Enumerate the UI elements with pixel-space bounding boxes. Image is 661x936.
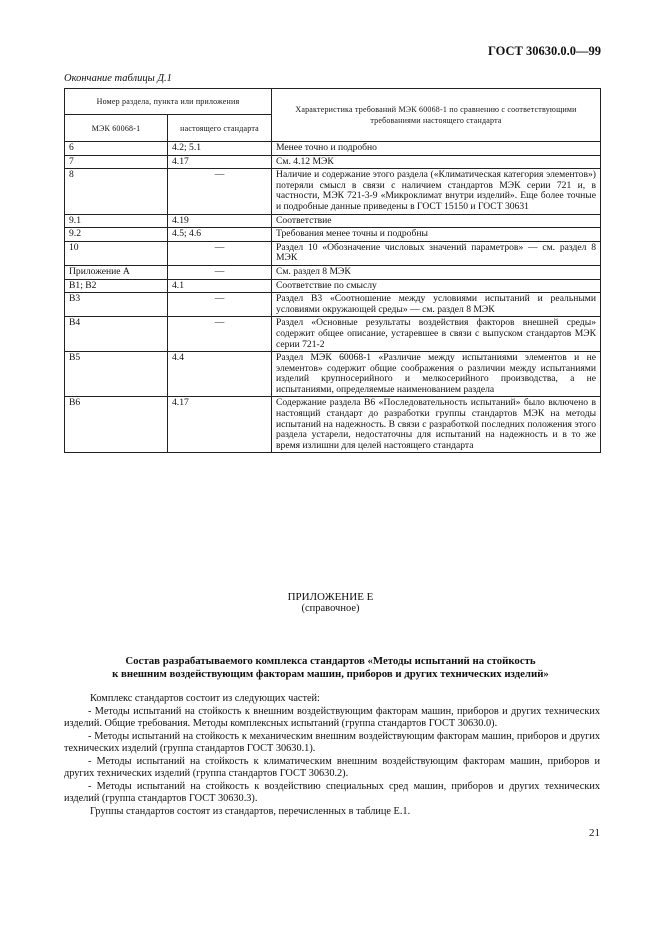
row-iec-section: Приложение А — [65, 265, 168, 279]
row-standard-section: 4.1 — [168, 279, 272, 293]
row-characteristic: Содержание раздела В6 «Последовательность испытаний» было включено в настоящий стандарт до разработки группы стандартов МЭК на методы испытаний на надежность. В связи с разработкой последних положения этого раздела устарели, недостаточны для испытаний на надежность и в то же время излишни для целей настоящего стандарта — [272, 397, 601, 453]
row-standard-section: — — [168, 241, 272, 265]
row-characteristic: Раздел В3 «Соотношение между условиями испытаний и реальными условиями окружающей среды» — см. раздел 8 МЭК — [272, 293, 601, 317]
table-row — [65, 265, 601, 279]
row-iec-section: 10 — [65, 241, 168, 265]
row-iec-section: В5 — [65, 352, 168, 397]
page-number: 21 — [589, 827, 600, 839]
row-standard-section: 4.17 — [168, 397, 272, 453]
row-iec-section: В4 — [65, 317, 168, 352]
appendix-title-line2: к внешним воздействующим факторам машин, приборов и других технических изделий» — [112, 668, 549, 680]
appendix-body — [64, 693, 600, 818]
row-characteristic: Соответствие по смыслу — [272, 279, 601, 293]
paragraph-item: - Методы испытаний на стойкость к воздействию специальных сред машин, приборов и других технических изделий (группа стандартов ГОСТ 30630.3). — [64, 780, 600, 804]
row-standard-section: — — [168, 317, 272, 352]
comparison-table — [64, 88, 601, 453]
row-standard-section: 4.17 — [168, 155, 272, 169]
row-characteristic: Наличие и содержание этого раздела («Климатическая категория элементов») потеряли смысл в связи с наличием стандартов МЭК серии 721 и, в частности, МЭК 721-3-9 «Микроклимат внутри изделий». Еще более точные и подробные данные приведены в ГОСТ 15150 и ГОСТ 30631 — [272, 169, 601, 214]
row-iec-section: 8 — [65, 169, 168, 214]
row-standard-section: 4.4 — [168, 352, 272, 397]
row-characteristic: Раздел 10 «Обозначение числовых значений параметров» — см. раздел 8 МЭК — [272, 241, 601, 265]
appendix-title-line1: Состав разрабатываемого комплекса стандартов «Методы испытаний на стойкость — [125, 655, 536, 667]
table-row — [65, 317, 601, 352]
table-row — [65, 352, 601, 397]
row-characteristic: См. раздел 8 МЭК — [272, 265, 601, 279]
row-standard-section: 4.5; 4.6 — [168, 228, 272, 242]
table-head-group: Номер раздела, пункта или приложения — [65, 89, 272, 115]
row-characteristic: Требования менее точны и подробны — [272, 228, 601, 242]
row-standard-section: 4.2; 5.1 — [168, 142, 272, 156]
row-iec-section: В1; В2 — [65, 279, 168, 293]
row-characteristic: Менее точно и подробно — [272, 142, 601, 156]
row-iec-section: 7 — [65, 155, 168, 169]
row-iec-section: 6 — [65, 142, 168, 156]
table-head-iec: МЭК 60068-1 — [65, 115, 168, 142]
row-characteristic: Соответствие — [272, 214, 601, 228]
table-row — [65, 142, 601, 156]
table-row — [65, 241, 601, 265]
table-row — [65, 293, 601, 317]
table-row — [65, 397, 601, 453]
row-standard-section: 4.19 — [168, 214, 272, 228]
paragraph-closing: Группы стандартов состоят из стандартов, перечисленных в таблице Е.1. — [90, 805, 411, 817]
row-characteristic: Раздел МЭК 60068-1 «Различие между испытаниями элементов и не элементов» содержит общие соображения о различии между испытаниями изделий крупносерийного и мелкосерийного производства, а не испытаниями, определяемые наименованием раздела — [272, 352, 601, 397]
row-iec-section: В3 — [65, 293, 168, 317]
table-row — [65, 169, 601, 214]
table-row — [65, 228, 601, 242]
row-standard-section: — — [168, 265, 272, 279]
paragraph-intro: Комплекс стандартов состоит из следующих частей: — [90, 693, 320, 704]
table-row — [65, 279, 601, 293]
row-characteristic: Раздел «Основные результаты воздействия факторов внешней среды» содержит общее описание, устаревшее в связи с выпуском стандартов МЭК серии 721-2 — [272, 317, 601, 352]
table-head-characteristic: Характеристика требований МЭК 60068-1 по сравнению с соответствующими требованиями настоящего стандарта — [272, 89, 601, 142]
table-row — [65, 155, 601, 169]
document-header: ГОСТ 30630.0.0—99 — [487, 44, 601, 58]
table-head-standard: настоящего стандарта — [168, 115, 272, 142]
row-characteristic: См. 4.12 МЭК — [272, 155, 601, 169]
appendix-label: ПРИЛОЖЕНИЕ Е — [287, 591, 374, 603]
row-iec-section: В6 — [65, 397, 168, 453]
row-standard-section: — — [168, 293, 272, 317]
paragraph-item: - Методы испытаний на стойкость к внешним воздействующим факторам машин, приборов и других технических изделий. Общие требования. Методы комплексных испытаний (группа стандартов ГОСТ 30630.0). — [64, 705, 600, 729]
paragraph-item: - Методы испытаний на стойкость к механическим внешним воздействующим факторам машин, приборов и других технических изделий (группа стандартов ГОСТ 30630.1). — [64, 730, 600, 754]
row-iec-section: 9.2 — [65, 228, 168, 242]
row-iec-section: 9.1 — [65, 214, 168, 228]
table-row — [65, 214, 601, 228]
appendix-note: (справочное) — [301, 603, 360, 614]
appendix-title — [0, 655, 661, 681]
table-caption: Окончание таблицы Д.1 — [64, 73, 172, 84]
paragraph-item: - Методы испытаний на стойкость к климатическим внешним воздействующим факторам машин, приборов и других технических изделий (группа стандартов ГОСТ 30630.2). — [64, 755, 600, 779]
row-standard-section: — — [168, 169, 272, 214]
